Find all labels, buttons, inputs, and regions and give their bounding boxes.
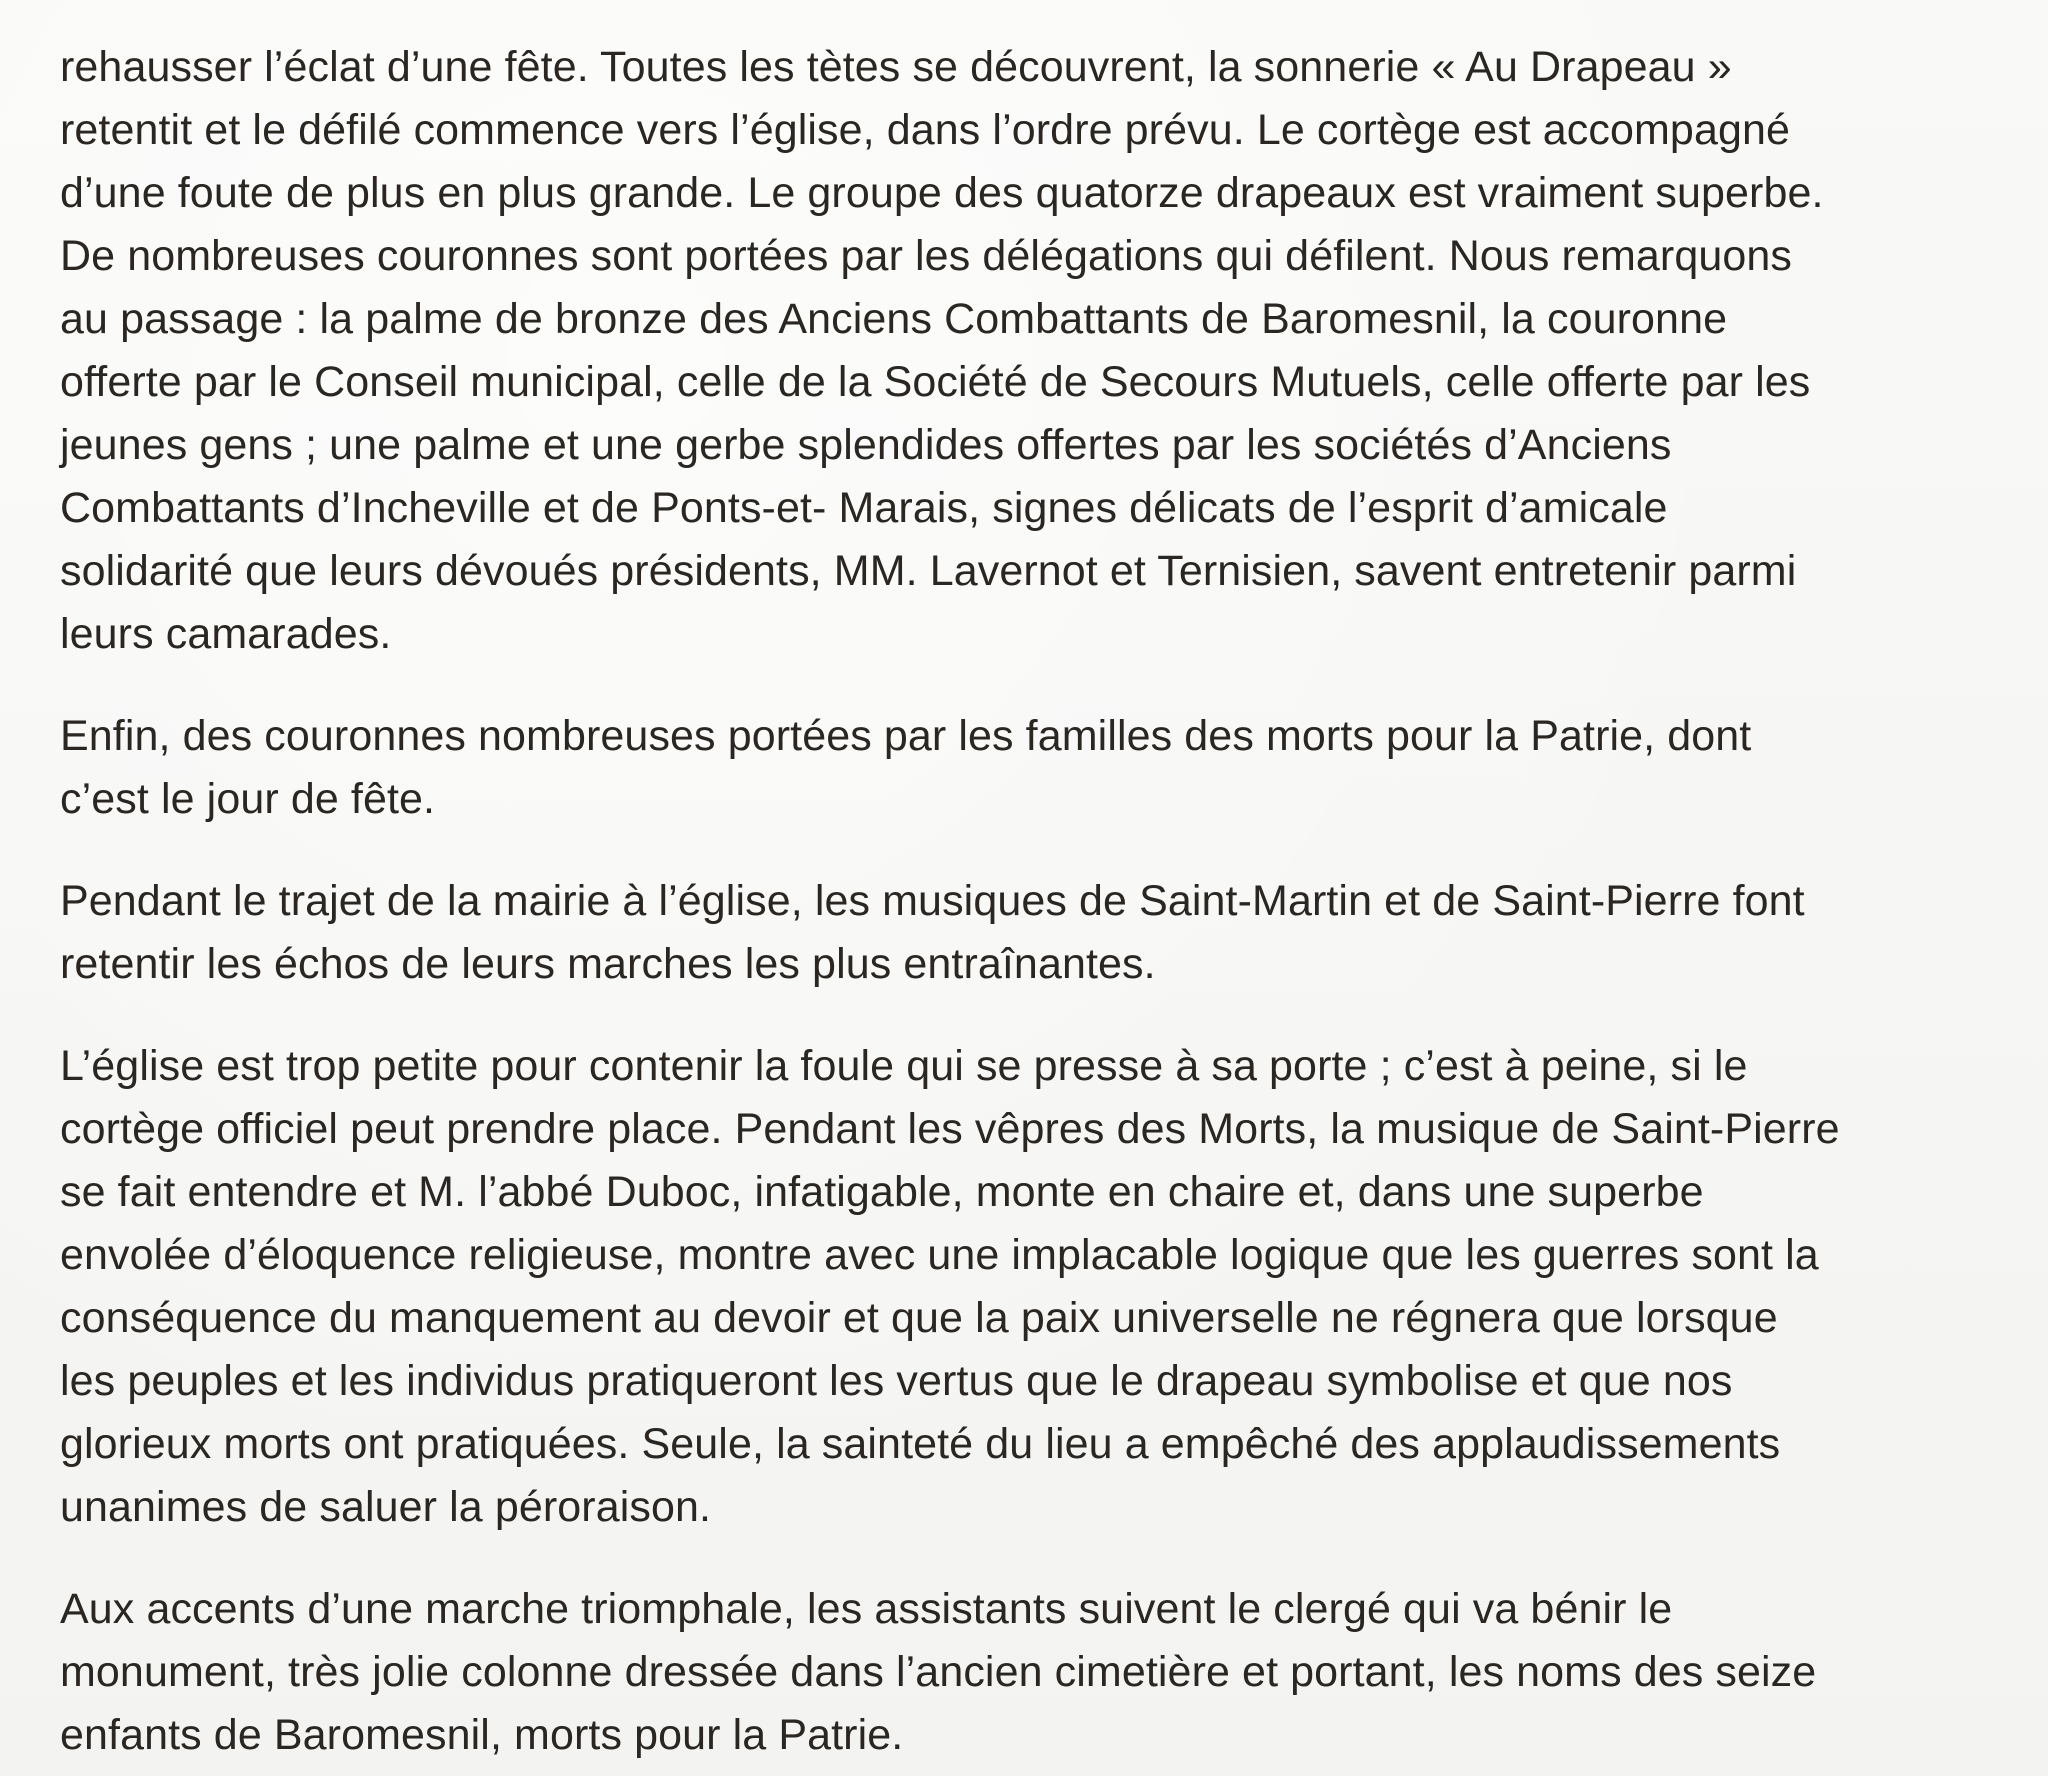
text-line: conséquence du manquement au devoir et que la paix universelle ne régnera que lorsque <box>60 1294 1778 1342</box>
text-line: glorieux morts ont pratiquées. Seule, la sainteté du lieu a empêché des applaudissements <box>60 1420 1781 1468</box>
text-line: retentir les échos de leurs marches les plus entraînantes. <box>60 940 1156 988</box>
paragraph-gap <box>60 996 2020 1035</box>
paragraph-2 <box>60 705 2020 831</box>
text-line: d’une foute de plus en plus grande. Le groupe des quatorze drapeaux est vraiment superbe. <box>60 169 1824 217</box>
text-line: c’est le jour de fête. <box>60 775 436 823</box>
text-line: les peuples et les individus pratiqueront les vertus que le drapeau symbolise et que nos <box>60 1357 1733 1405</box>
text-line: solidarité que leurs dévoués présidents, MM. Lavernot et Ternisien, savent entretenir parmi <box>60 547 1797 595</box>
text-line: enfants de Baromesnil, morts pour la Patrie. <box>60 1711 904 1759</box>
text-line: monument, très jolie colonne dressée dans l’ancien cimetière et portant, les noms des seize <box>60 1648 1817 1696</box>
text-line: au passage : la palme de bronze des Anciens Combattants de Baromesnil, la couronne <box>60 295 1728 343</box>
paragraph-5 <box>60 1578 2020 1767</box>
text-line: se fait entendre et M. l’abbé Duboc, infatigable, monte en chaire et, dans une superbe <box>60 1168 1704 1216</box>
text-line: envolée d’éloquence religieuse, montre avec une implacable logique que les guerres sont la <box>60 1231 1819 1279</box>
paragraph-1 <box>60 36 2020 666</box>
paragraph-gap <box>60 831 2020 870</box>
text-line: rehausser l’éclat d’une fête. Toutes les tètes se découvrent, la sonnerie « Au Drapeau » <box>60 43 1732 91</box>
text-line: leurs camarades. <box>60 610 392 658</box>
paragraph-3 <box>60 870 2020 996</box>
document-body <box>60 36 2020 1767</box>
text-line: retentit et le défilé commence vers l’église, dans l’ordre prévu. Le cortège est accompagné <box>60 106 1791 154</box>
paragraph-gap <box>60 666 2020 705</box>
text-line: Combattants d’Incheville et de Ponts-et- Marais, signes délicats de l’esprit d’amicale <box>60 484 1668 532</box>
text-line: cortège officiel peut prendre place. Pendant les vêpres des Morts, la musique de Saint-Pierre <box>60 1105 1840 1153</box>
text-line: offerte par le Conseil municipal, celle de la Société de Secours Mutuels, celle offerte par les <box>60 358 1811 406</box>
paragraph-4 <box>60 1035 2020 1539</box>
text-line: De nombreuses couronnes sont portées par les délégations qui défilent. Nous remarquons <box>60 232 1793 280</box>
paragraph-gap <box>60 1539 2020 1578</box>
text-line: unanimes de saluer la péroraison. <box>60 1483 712 1531</box>
text-line: jeunes gens ; une palme et une gerbe splendides offertes par les sociétés d’Anciens <box>60 421 1672 469</box>
text-line: L’église est trop petite pour contenir la foule qui se presse à sa porte ; c’est à peine, si le <box>60 1042 1748 1090</box>
text-line: Enfin, des couronnes nombreuses portées par les familles des morts pour la Patrie, dont <box>60 712 1752 760</box>
text-line: Pendant le trajet de la mairie à l’église, les musiques de Saint-Martin et de Saint-Pierre font <box>60 877 1805 925</box>
text-line: Aux accents d’une marche triomphale, les assistants suivent le clergé qui va bénir le <box>60 1585 1673 1633</box>
